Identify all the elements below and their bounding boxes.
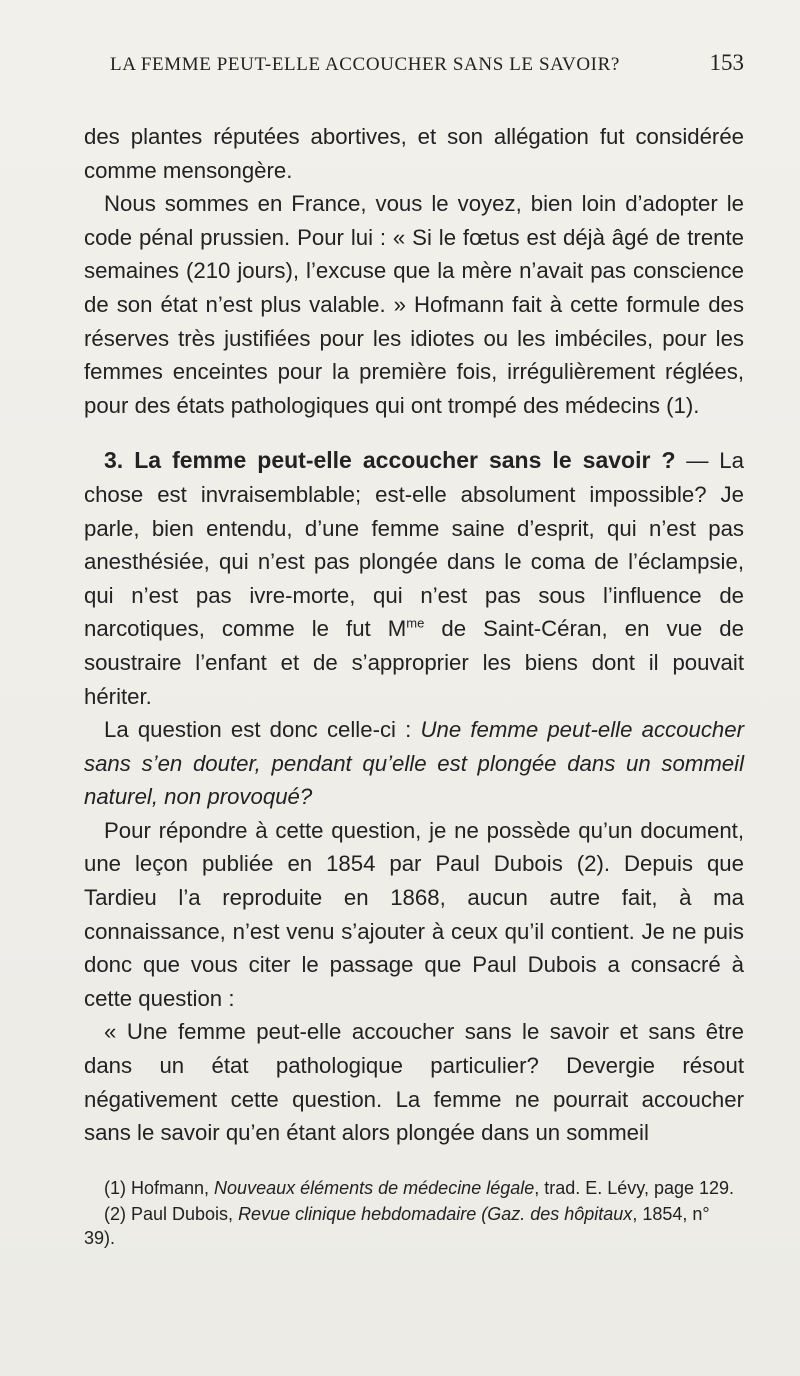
paragraph-3 (84, 444, 744, 713)
footnote-2 (84, 1202, 744, 1250)
question-italic: Une femme peut-elle accoucher sans s’en douter, pendant qu’elle est plongée dans un sommeil naturel, non provoqué? (84, 717, 744, 810)
superscript-me: me (406, 615, 425, 631)
body-text (84, 120, 744, 1150)
paragraph-4 (84, 713, 744, 814)
footnote-1 (84, 1176, 744, 1200)
footnote-2-title: Revue clinique hebdomadaire (Gaz. des hôpitaux (238, 1203, 633, 1224)
page-number: 153 (709, 50, 744, 75)
paragraph-5: Pour répondre à cette question, je ne possède qu’un document, une leçon publiée en 1854 par Paul Dubois (2). Depuis que Tardieu l’a reproduite en 1868, aucun autre fait, à ma connaissance, n’est venu s’ajouter à ceux qu’il contient. Je ne puis donc que vous citer le passage que Paul Dubois a consacré à cette question : (84, 817, 744, 1011)
footnote-1-tail: , trad. E. Lévy, page 129. (534, 1177, 735, 1198)
footnote-1-title: Nouveaux éléments de médecine légale (214, 1177, 535, 1198)
paragraph-4-intro: La question est donc celle-ci : (104, 717, 421, 743)
paragraph-6: « Une femme peut-elle accoucher sans le savoir et sans être dans un état pathologique particulier? Devergie résout négativement cette question. La femme ne pourrait accoucher sans le savoir qu’en étant alors plongée dans un sommeil (84, 1019, 744, 1146)
footnotes (84, 1176, 744, 1250)
running-title: LA FEMME PEUT-ELLE ACCOUCHER SANS LE SAVOIR? (110, 54, 620, 75)
paragraph-3-text-b: de Saint-Céran, en vue de soustraire l’enfant et de s’approprier les biens dont il pouvait hériter. (84, 616, 744, 709)
page-header (84, 50, 744, 84)
footnote-2-tail: , 1854, n° 39). (84, 1203, 710, 1248)
paragraph-2: Nous sommes en France, vous le voyez, bien loin d’adopter le code pénal prussien. Pour lui : « Si le fœtus est déjà âgé de trente semaines (210 jours), l’excuse que la mère n’avait pas conscience de son état n’est plus valable. » Hofmann fait à cette formule des réserves très justifiées pour les idiotes ou les imbéciles, pour les femmes enceintes pour la première fois, irrégulièrement réglées, pour des états pathologiques qui ont trompé des médecins (1). (84, 191, 744, 418)
section-title: 3. La femme peut-elle accoucher sans le savoir ? (104, 447, 676, 474)
paragraph-1: des plantes réputées abortives, et son allégation fut considérée comme mensongère. (84, 124, 744, 183)
footnote-2-lead: (2) Paul Dubois, (104, 1203, 239, 1224)
footnote-1-lead: (1) Hofmann, (104, 1177, 215, 1198)
paragraph-3-text-a: — La chose est invraisemblable; est-elle absolument impossible? Je parle, bien entendu, d’une femme saine d’esprit, qui n’est pas anesthésiée, qui n’est pas plongée dans le coma de l’éclampsie, qui n’est pas ivre-morte, qui n’est pas sous l’influence de narcotiques, comme le fut M (84, 448, 744, 642)
section-gap (84, 422, 744, 444)
